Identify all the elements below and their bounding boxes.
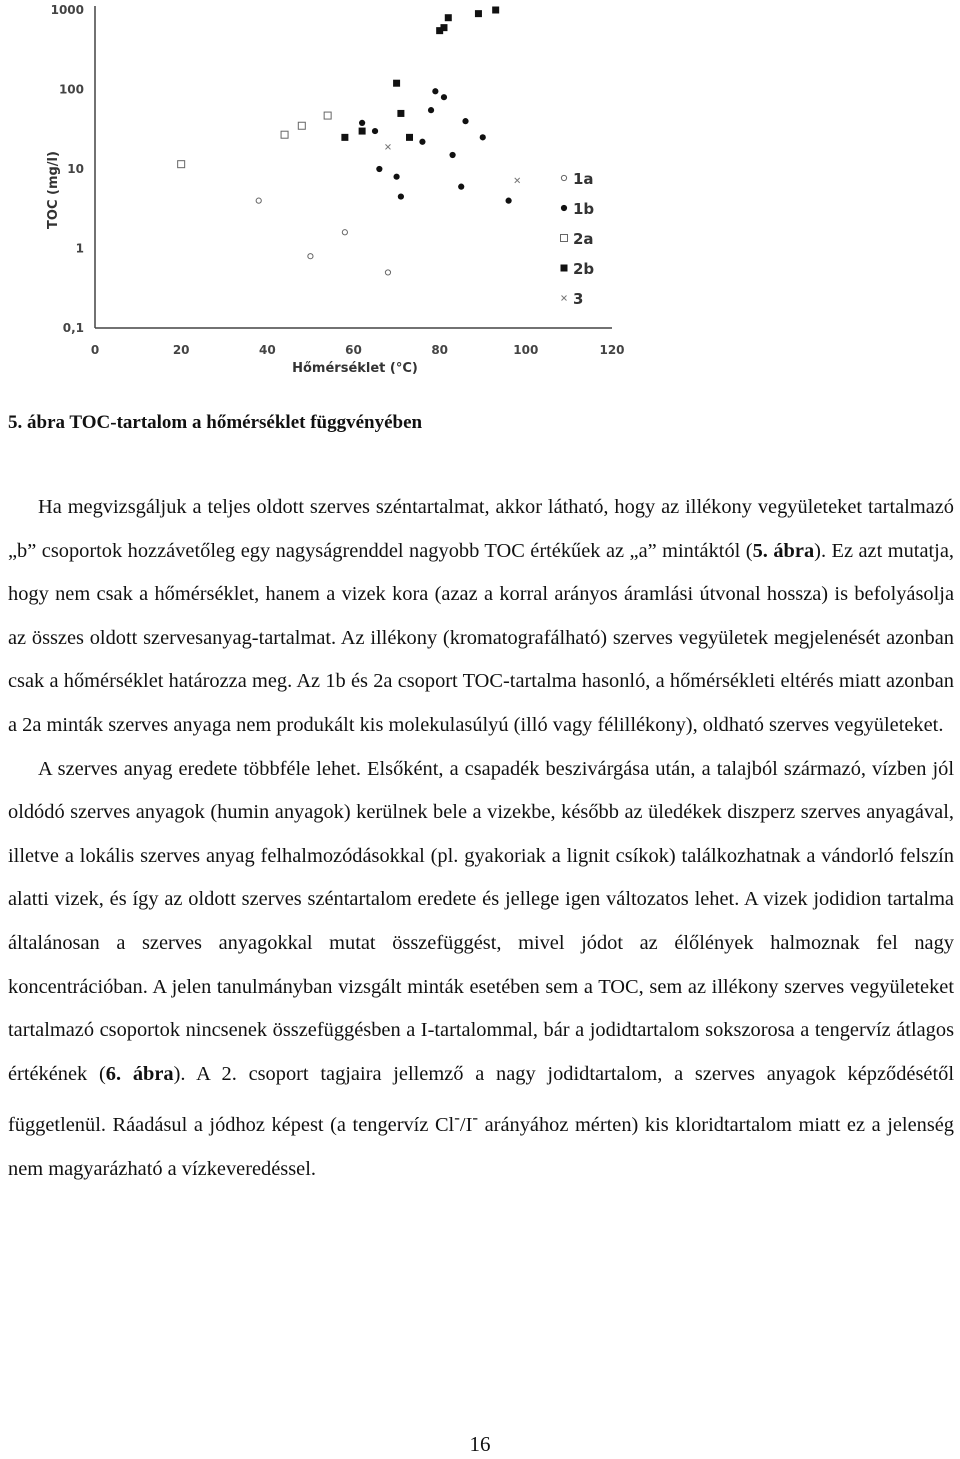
x-tick-label: 120 bbox=[599, 343, 625, 357]
figure-caption bbox=[8, 412, 422, 434]
legend-marker-3 bbox=[562, 296, 567, 301]
data-point-1b bbox=[432, 88, 438, 94]
data-point-1a bbox=[256, 198, 261, 203]
legend-label: 3 bbox=[573, 290, 584, 308]
paragraph-1-text-a: Ha megvizsgáljuk a teljes oldott szerves széntartalmat, akkor látható, hogy az illékony vegyületeket tartalmazó „b” csoportok hozzávetőleg egy nagyságrenddel nagyobb TOC értékűek az „a” mintáktól ( bbox=[8, 496, 954, 562]
legend-marker-1a bbox=[561, 175, 566, 180]
x-tick-label: 100 bbox=[513, 343, 539, 357]
body-text bbox=[8, 486, 954, 1191]
data-point-1b bbox=[359, 120, 365, 126]
data-point-2b bbox=[341, 134, 348, 141]
chart-legend bbox=[561, 170, 595, 308]
data-point-1b bbox=[393, 174, 399, 180]
data-point-2b bbox=[445, 14, 452, 21]
data-point-1b bbox=[376, 166, 382, 172]
paragraph-1-text-b: ). Ez azt mutatja, hogy nem csak a hőmérséklet, hanem a vizek kora (azaz a korral arányos áramlási útvonal hossza) is befolyásolja az összes oldott szervesanyag-tartalmat. Az illékony (kromatografálható) szerves vegyületek megjelenését azonban csak a hőmérséklet határozza meg. Az 1b és 2a csoport TOC-tartalma hasonló, a hőmérsékleti eltérés miatt azonban a 2a minták szerves anyaga nem produkált kis molekulasúlyú (illó vagy félillékony), oldható szerves vegyületeket. bbox=[8, 539, 954, 736]
data-point-1b bbox=[458, 184, 464, 190]
data-point-1b bbox=[398, 193, 404, 199]
legend-label: 2b bbox=[573, 260, 595, 278]
y-tick-label: 100 bbox=[58, 82, 84, 97]
x-tick-label: 60 bbox=[345, 343, 362, 357]
y-tick-label: 1 bbox=[75, 241, 84, 256]
figure-number: 5. ábra bbox=[8, 412, 65, 433]
legend-marker-2a bbox=[561, 235, 568, 242]
data-point-1a bbox=[308, 254, 313, 259]
data-point-1b bbox=[419, 139, 425, 145]
legend-label: 1a bbox=[573, 170, 594, 188]
chart-axes bbox=[51, 3, 625, 357]
paragraph-1 bbox=[8, 486, 954, 748]
x-tick-label: 20 bbox=[172, 343, 190, 357]
data-point-3 bbox=[515, 178, 520, 183]
chart-data-points bbox=[178, 7, 520, 276]
data-point-2b bbox=[440, 24, 447, 31]
figure-reference: 6. ábra bbox=[105, 1062, 174, 1085]
figure-reference: 5. ábra bbox=[752, 539, 815, 562]
data-point-2b bbox=[397, 110, 404, 117]
data-point-2b bbox=[393, 80, 400, 87]
y-tick-label: 1000 bbox=[50, 3, 84, 17]
data-point-1b bbox=[462, 118, 468, 124]
x-axis-label: Hőmérséklet (°C) bbox=[292, 361, 418, 376]
paragraph-2-text-d: arányához mérten) kis kloridtartalom miatt ez a jelenség nem magyarázható a vízkeveredéssel. bbox=[8, 1114, 955, 1180]
toc-temperature-scatter-chart bbox=[0, 0, 960, 390]
superscript: - bbox=[472, 1108, 479, 1128]
data-point-2a bbox=[324, 112, 331, 119]
x-tick-label: 0 bbox=[90, 343, 100, 357]
data-point-2b bbox=[406, 134, 413, 141]
y-tick-label: 10 bbox=[67, 162, 84, 176]
data-point-1a bbox=[342, 230, 347, 235]
superscript: - bbox=[454, 1108, 460, 1128]
paragraph-2-text-b: ). A 2. csoport tagjaira jellemző a nagy jodidtartalom, a szerves anyagok képződésétől függetlenül. Ráadásul a jódhoz képest (a tengervíz Cl bbox=[8, 1062, 954, 1137]
x-tick-label: 40 bbox=[258, 343, 276, 357]
figure-caption-text: TOC-tartalom a hőmérséklet függvényében bbox=[65, 412, 423, 433]
data-point-2a bbox=[298, 122, 305, 129]
legend-marker-1b bbox=[561, 205, 567, 211]
data-point-2a bbox=[178, 161, 185, 168]
data-point-2a bbox=[281, 131, 288, 138]
data-point-1a bbox=[385, 270, 390, 275]
x-tick-label: 80 bbox=[431, 343, 449, 357]
paragraph-2-text-a: A szerves anyag eredete többféle lehet. Elsőként, a csapadék beszivárgása után, a talajból származó, vízben jól oldódó szerves anyagok (humin anyagok) kerülnek bele a vizekbe, később az üledékek diszperz szerves anyagával, illetve a lokális szerves anyag felhalmozódásokkal (pl. gyakoriak a lignit csíkok) találkozhatnak a vándorló felszín alatti vizek, és így az oldott szerves széntartalom eredete és jellege igen változatos lehet. A vizek jodidion tartalma általánosan a szerves anyagokkal mutat összefüggést, mivel jódot az élőlények halmoznak fel nagy koncentrációban. A jelen tanulmányban vizsgált minták esetében sem a TOC, sem az illékony szerves vegyületeket tartalmazó csoportok nincsenek összefüggésben a I-tartalommal, bár a jodidtartalom sokszorosa a tengervíz átlagos értékének ( bbox=[8, 757, 954, 1085]
y-tick-label: 0,1 bbox=[62, 321, 84, 335]
data-point-1b bbox=[441, 94, 447, 100]
paragraph-2-text-c: /I bbox=[459, 1114, 473, 1137]
legend-marker-2b bbox=[561, 265, 568, 272]
data-point-2b bbox=[359, 128, 366, 135]
legend-label: 1b bbox=[573, 200, 595, 218]
paragraph-2 bbox=[8, 748, 954, 1192]
data-point-1b bbox=[506, 198, 512, 204]
data-point-1b bbox=[449, 152, 455, 158]
data-point-1b bbox=[428, 107, 434, 113]
data-point-2b bbox=[475, 10, 482, 17]
legend-label: 2a bbox=[573, 230, 594, 248]
data-point-3 bbox=[385, 144, 390, 149]
data-point-2b bbox=[492, 7, 499, 14]
data-point-1b bbox=[372, 128, 378, 134]
page-number: 16 bbox=[469, 1432, 491, 1456]
data-point-1b bbox=[480, 134, 486, 140]
y-axis-label: TOC (mg/l) bbox=[46, 151, 61, 229]
